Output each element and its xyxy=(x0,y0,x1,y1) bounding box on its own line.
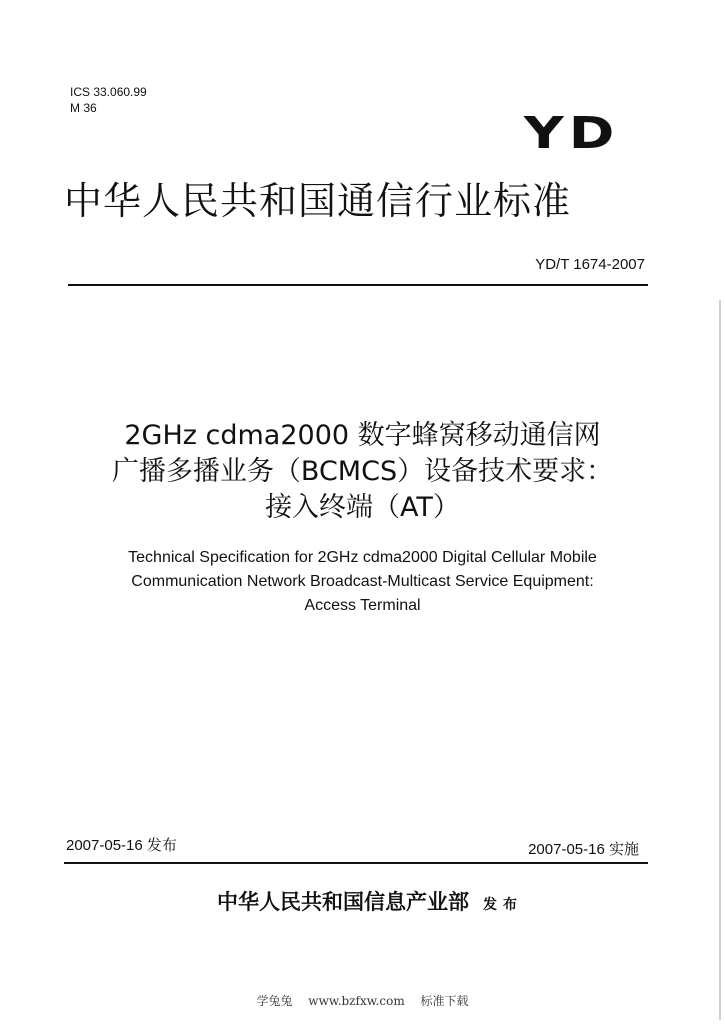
implementation-date: 2007-05-16 实施 xyxy=(528,841,639,858)
classification-block xyxy=(70,84,147,116)
industry-standard-title: 中华人民共和国通信行业标准 xyxy=(64,179,572,223)
issuing-authority xyxy=(120,888,620,919)
english-title-line-1: Technical Specification for 2GHz cdma2000 Digital Cellular Mobile xyxy=(128,549,597,566)
download-watermark xyxy=(0,992,725,1010)
chinese-title xyxy=(40,418,685,526)
issuer-action: 发布 xyxy=(483,897,523,913)
issuer-name: 中华人民共和国信息产业部 xyxy=(217,889,469,914)
page-edge-shadow xyxy=(719,300,721,1020)
category-code: M 36 xyxy=(70,101,97,115)
issue-date: 2007-05-16 发布 xyxy=(66,837,177,854)
footer-divider xyxy=(64,862,648,864)
watermark-site-name: 学兔兔 xyxy=(256,994,293,1008)
yd-logo: YD xyxy=(523,108,619,159)
ics-code: ICS 33.060.99 xyxy=(70,85,147,99)
chinese-title-line-2: 广播多播业务（BCMCS）设备技术要求： xyxy=(111,456,614,487)
watermark-label: 标准下载 xyxy=(420,994,469,1008)
standard-number: YD/T 1674-2007 xyxy=(535,256,645,273)
header-divider xyxy=(68,284,648,286)
watermark-url[interactable]: www.bzfxw.com xyxy=(308,994,405,1008)
chinese-title-line-1: 2GHz cdma2000 数字蜂窝移动通信网 xyxy=(124,420,601,451)
chinese-title-line-3: 接入终端（AT） xyxy=(265,492,460,523)
english-title-line-2: Communication Network Broadcast-Multicast Service Equipment: xyxy=(131,573,594,590)
english-title xyxy=(40,546,685,618)
english-title-line-3: Access Terminal xyxy=(304,597,421,614)
